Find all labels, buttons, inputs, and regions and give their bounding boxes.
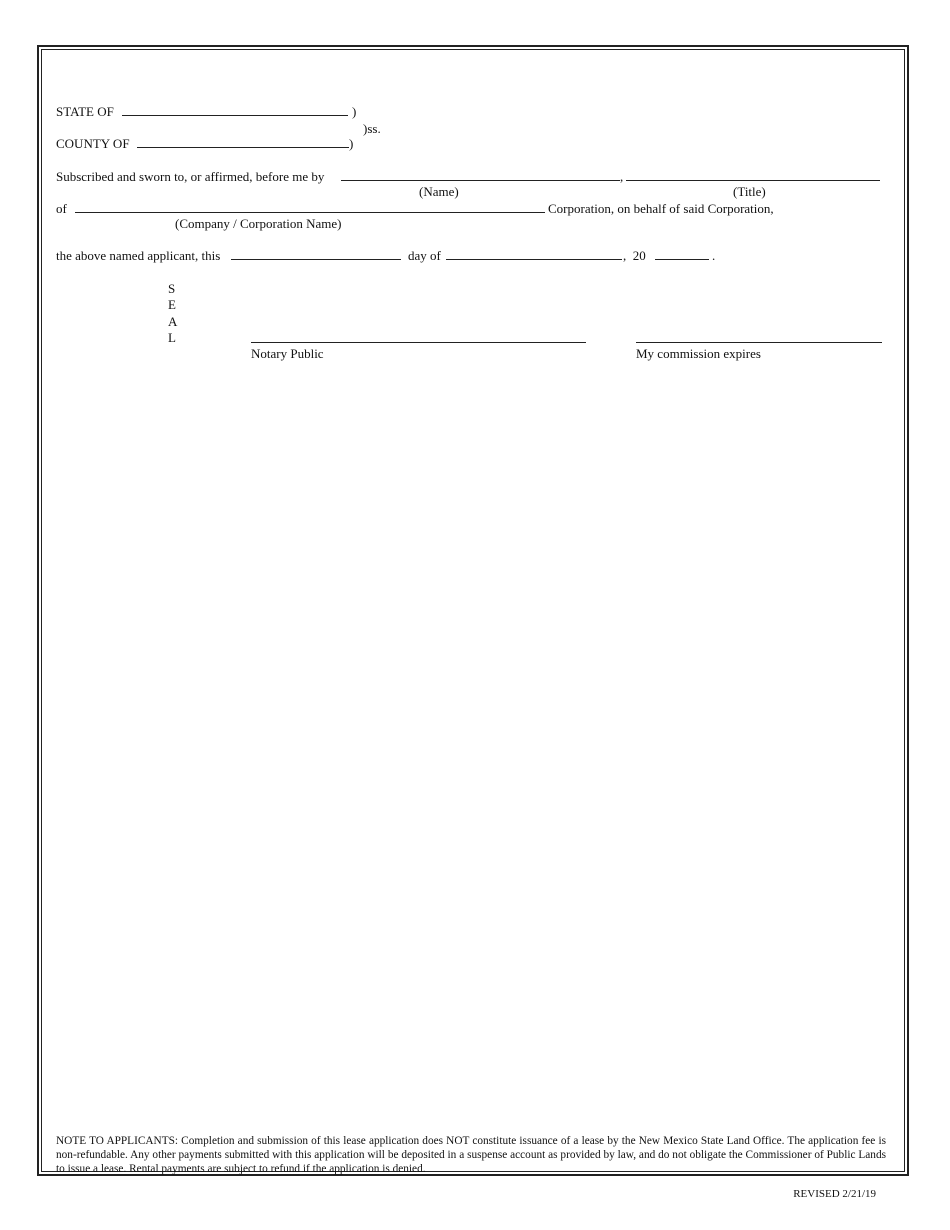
seal-letter: S [168, 281, 176, 296]
commission-expires-label: My commission expires [636, 346, 761, 361]
name-title-comma: , [620, 169, 624, 184]
revised-date: REVISED 2/21/19 [793, 1188, 876, 1200]
company-field[interactable] [75, 212, 545, 213]
county-paren: ) [349, 136, 354, 151]
day-field[interactable] [231, 259, 401, 260]
name-caption: (Name) [419, 184, 459, 199]
applicant-text: the above named applicant, this [56, 248, 221, 263]
county-field[interactable] [137, 147, 349, 148]
day-of-text: day of [408, 248, 441, 263]
state-paren: ) [352, 104, 357, 119]
title-field[interactable] [626, 180, 880, 181]
county-of-label: COUNTY OF [56, 136, 130, 151]
seal-letter: L [168, 330, 176, 345]
company-caption: (Company / Corporation Name) [175, 216, 342, 231]
seal-letter: E [168, 297, 176, 312]
year-period: . [712, 248, 716, 263]
ss-label: )ss. [363, 121, 381, 136]
seal-letter: A [168, 314, 178, 329]
name-field[interactable] [341, 180, 620, 181]
of-label: of [56, 201, 67, 216]
notary-public-label: Notary Public [251, 346, 324, 361]
commission-expires-line[interactable] [636, 342, 882, 343]
notary-signature-line[interactable] [251, 342, 586, 343]
month-field[interactable] [446, 259, 622, 260]
state-of-label: STATE OF [56, 104, 114, 119]
state-field[interactable] [122, 115, 348, 116]
year-field[interactable] [655, 259, 709, 260]
page-border-inner [41, 49, 905, 1172]
title-caption: (Title) [733, 184, 766, 199]
note-to-applicants: NOTE TO APPLICANTS: Completion and submission of this lease application does NOT constitute issuance of a lease by the New Mexico State Land Office. The application fee is non-refundable. Any other payments submitted with this application will be deposited in a suspense account as provided by law, and do not obligate the Commissioner of Public Lands to issue a lease. Rental payments are subject to refund if the application is denied. [56, 1135, 886, 1175]
subscribed-text: Subscribed and sworn to, or affirmed, before me by [56, 169, 325, 184]
year-prefix: , 20 [623, 248, 646, 263]
corporation-text: Corporation, on behalf of said Corporation, [548, 201, 774, 216]
